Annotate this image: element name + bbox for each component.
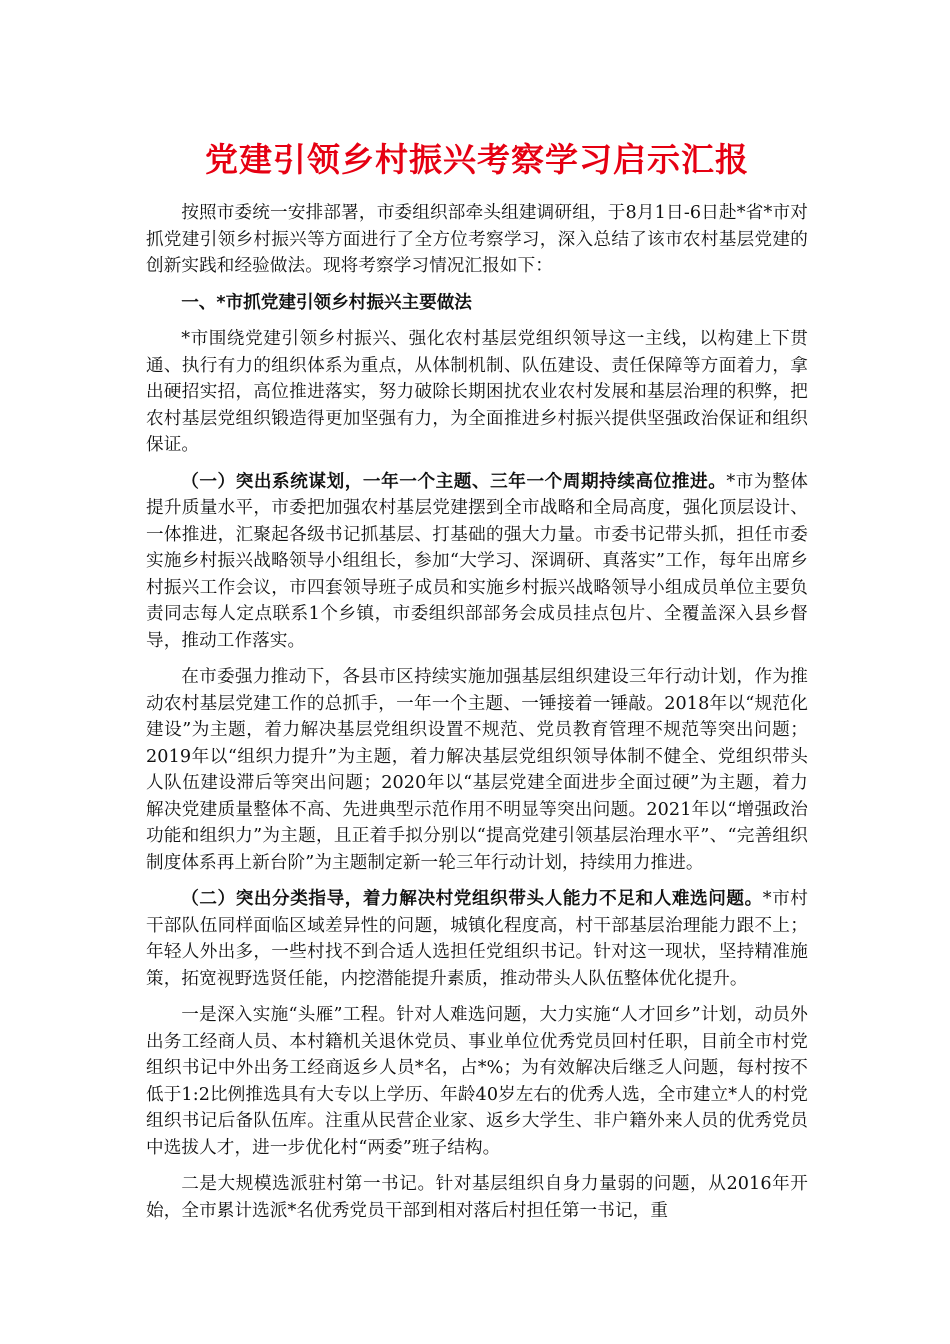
section-heading-1: 一、*市抓党建引领乡村振兴主要做法 xyxy=(181,292,472,313)
head-goose-project-paragraph: 一是深入实施“头雁”工程。针对人难选问题，大力实施“人才回乡”计划，动员外出务工经商人员、本村籍机关退休党员、事业单位优秀党员回村任职，目前全市村党组织书记中外出务工经商返乡人员*名，占*%；为有效解决后继乏人问题，每村按不低于1:2比例推选具有大专以上学历、年龄40岁左右的优秀人选，全市建立*人的村党组织书记后备队伍库。注重从民营企业家、返乡大学生、非户籍外来人员的优秀党员中选拔人才，进一步优化村“两委”班子结构。 xyxy=(146,1005,808,1158)
three-year-plan-paragraph: 在市委强力推动下，各县市区持续实施加强基层组织建设三年行动计划，作为推动农村基层党建工作的总抓手，一年一个主题、一锤接着一锤敲。2018年以“规范化建设”为主题，着力解决基层党组织设置不规范、党员教育管理不规范等突出问题；2019年以“组织力提升”为主题，着力解决基层党组织领导体制不健全、党组织带头人队伍建设滞后等突出问题；2020年以“基层党建全面进步全面过硬”为主题，着力解决党建质量整体不高、先进典型示范作用不明显等突出问题。2021年以“增强政治功能和组织力”为主题，且正着手拟分别以“提高党建引领基层治理水平”、“完善组织制度体系再上新台阶”为主题制定新一轮三年行动计划，持续用力推进。 xyxy=(146,667,808,873)
first-secretary-paragraph: 二是大规模选派驻村第一书记。针对基层组织自身力量弱的问题，从2016年开始，全市累计选派*名优秀党员干部到相对落后村担任第一书记，重 xyxy=(146,1174,808,1221)
subsection-2-paragraph xyxy=(146,886,808,992)
subsection-2-heading: （二）突出分类指导，着力解决村党组织带头人能力不足和人难选问题。 xyxy=(181,889,763,909)
document-body xyxy=(146,138,808,1234)
document-title: 党建引领乡村振兴考察学习启示汇报 xyxy=(205,140,749,179)
subsection-1-paragraph xyxy=(146,469,808,655)
subsection-1-heading: （一）突出系统谋划，一年一个主题、三年一个周期持续高位推进。 xyxy=(181,471,727,492)
subsection-2-body: *市村干部队伍同样面临区域差异性的问题，城镇化程度高，村干部基层治理能力跟不上；年轻人外出多，一些村找不到合适人选担任党组织书记。针对这一现状，坚持精准施策，拓宽视野选贤任能，内挖潜能提升素质，推动带头人队伍整体优化提升。 xyxy=(146,889,808,989)
section-1-summary-paragraph: *市围绕党建引领乡村振兴、强化农村基层党组织领导这一主线，以构建上下贯通、执行有力的组织体系为重点，从体制机制、队伍建设、责任保障等方面着力，拿出硬招实招，高位推进落实，努力破除长期困扰农业农村发展和基层治理的积弊，把农村基层党组织锻造得更加坚强有力，为全面推进乡村振兴提供坚强政治保证和组织保证。 xyxy=(146,329,808,455)
subsection-1-body: *市为整体提升质量水平，市委把加强农村基层党建摆到全市战略和全局高度，强化顶层设计、一体推进，汇聚起各级书记抓基层、打基础的强大力量。市委书记带头抓，担任市委实施乡村振兴战略领导小组组长，参加“大学习、深调研、真落实”工作，每年出席乡村振兴工作会议，市四套领导班子成员和实施乡村振兴战略领导小组成员单位主要负责同志每人定点联系1个乡镇，市委组织部部务会成员挂点包片、全覆盖深入县乡督导，推动工作落实。 xyxy=(146,471,808,651)
intro-paragraph: 按照市委统一安排部署，市委组织部牵头组建调研组，于8月1日-6日赴*省*市对抓党建引领乡村振兴等方面进行了全方位考察学习，深入总结了该市农村基层党建的创新实践和经验做法。现将考察学习情况汇报如下： xyxy=(146,203,808,276)
